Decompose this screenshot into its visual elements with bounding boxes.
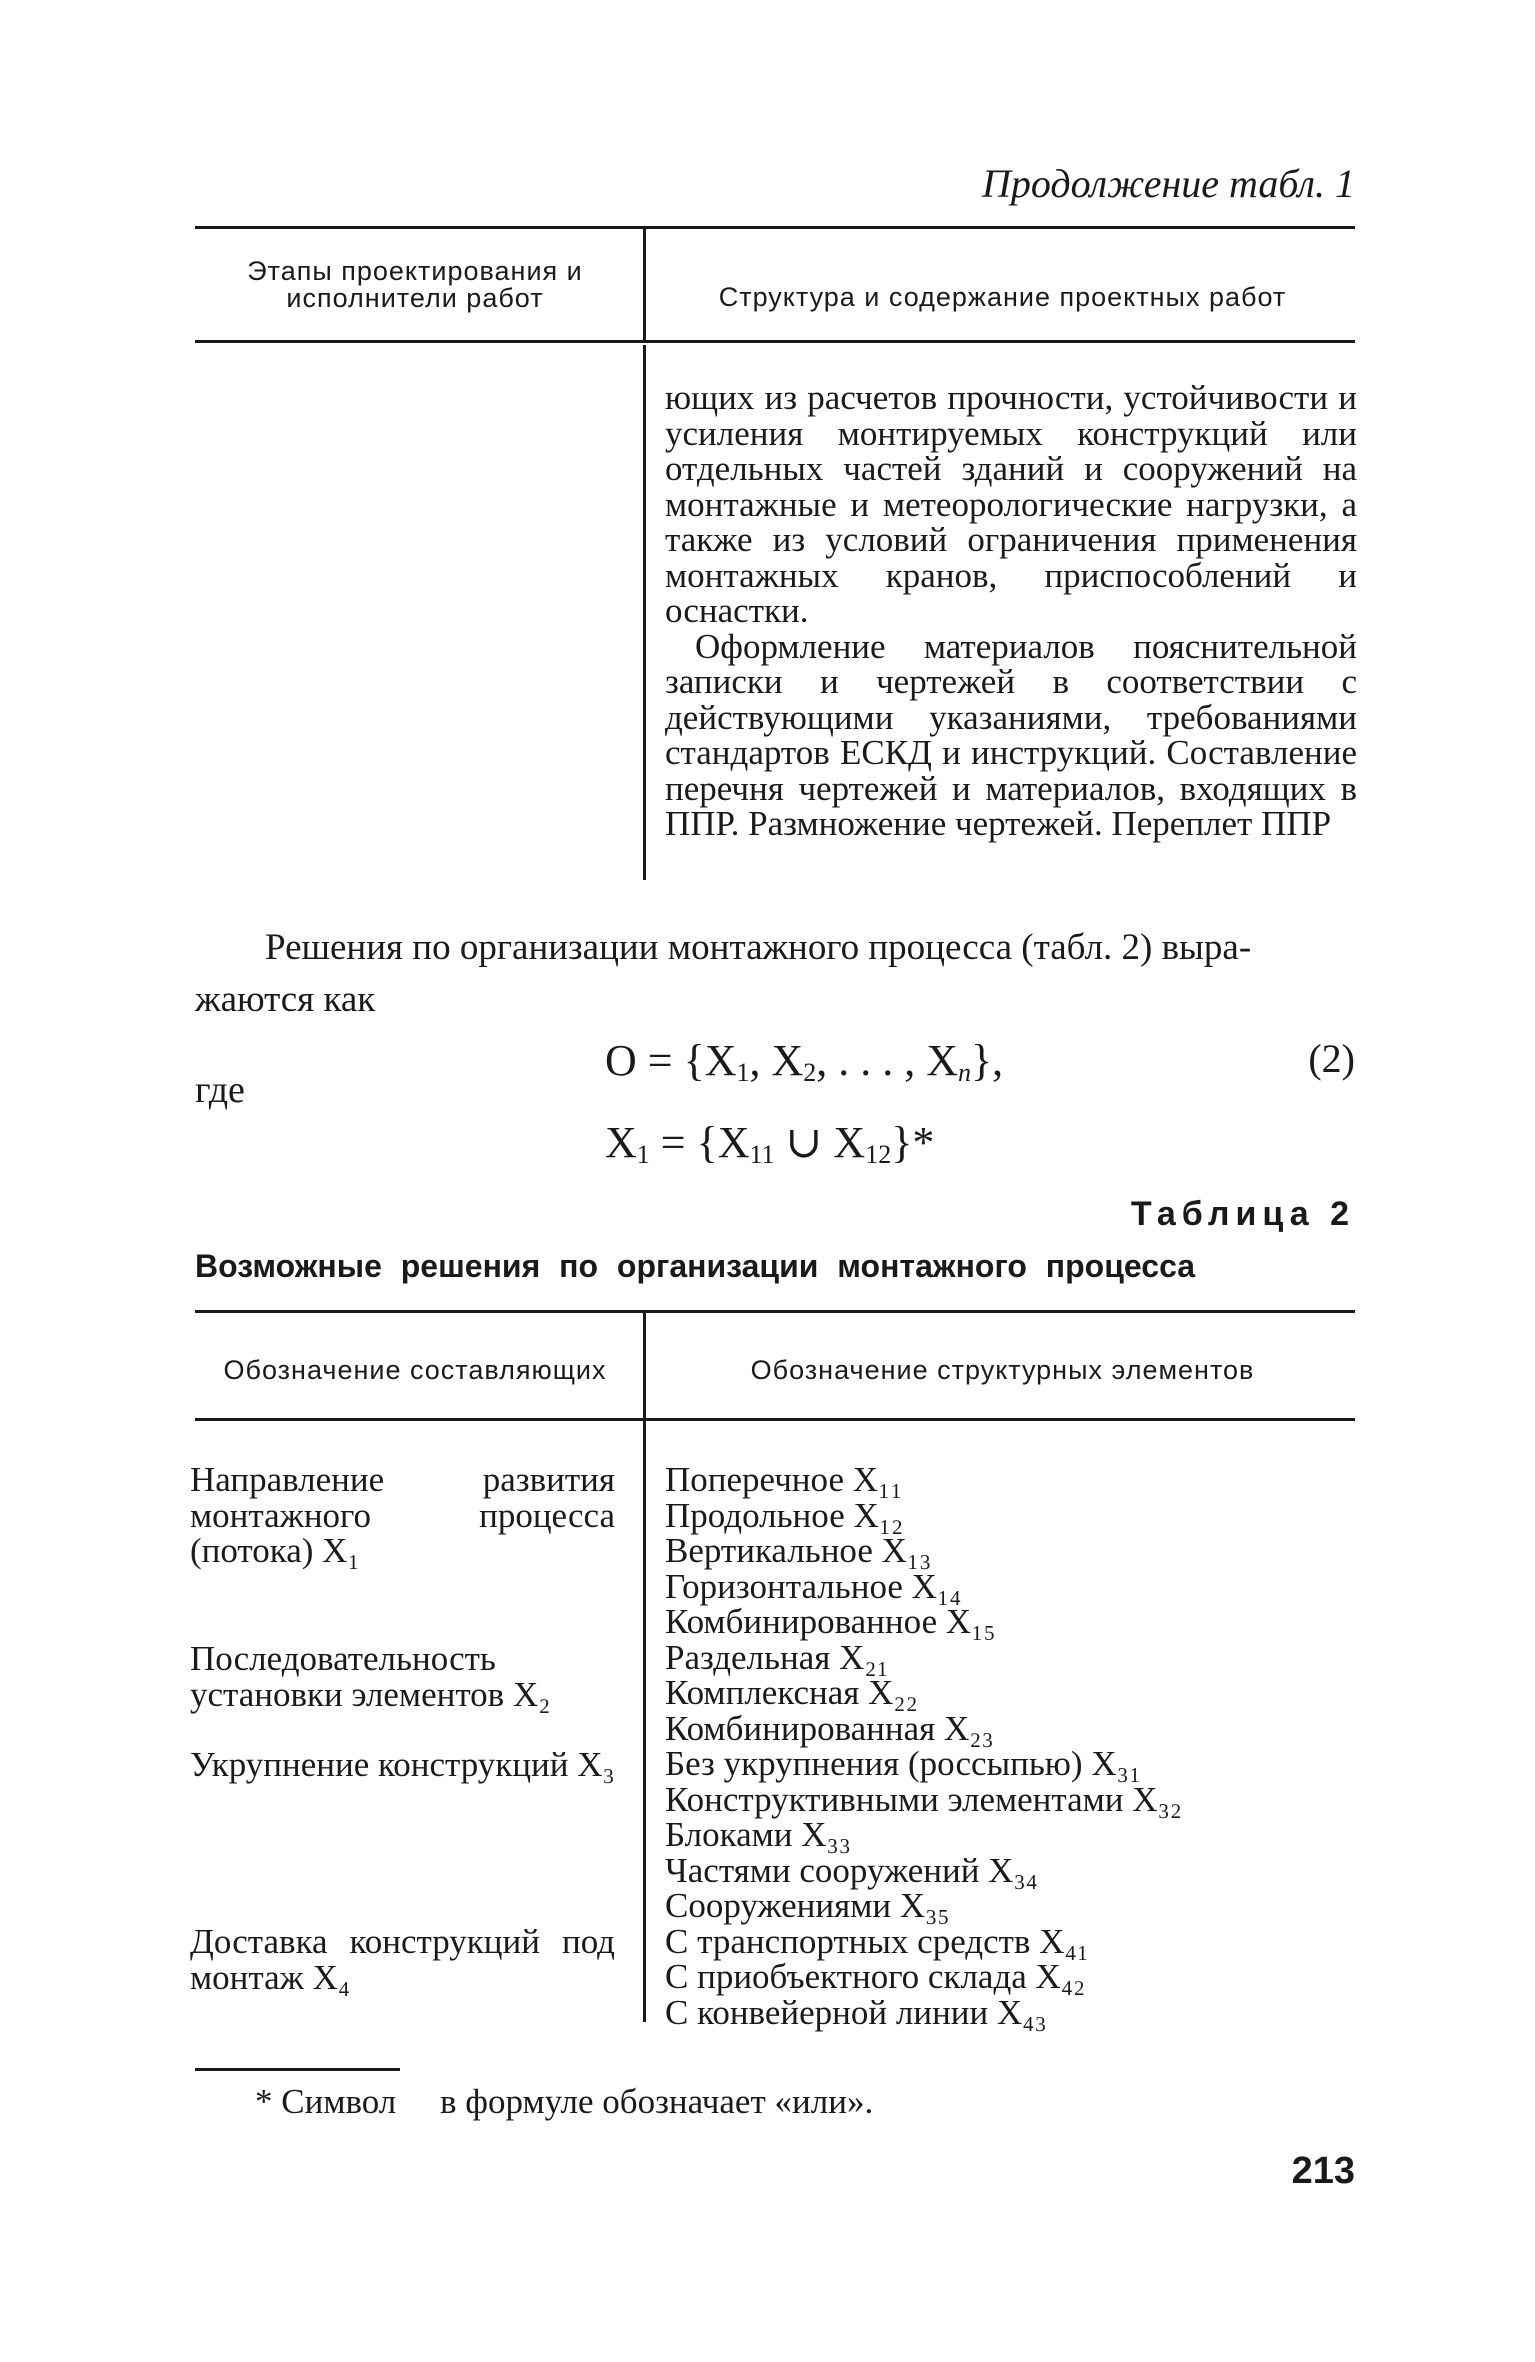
table1-header-stages: Этапы проектирования и исполнители работ bbox=[247, 256, 583, 313]
page-number: 213 bbox=[1291, 2150, 1355, 2192]
table1-body bbox=[665, 380, 1357, 842]
list-item: Конструктивными элементами X₃₂ bbox=[665, 1779, 1182, 1819]
body-paragraph-line-1: Решения по организации монтажного процесса (табл. 2) выра- bbox=[265, 927, 1252, 968]
list-item: Комбинированная X₂₃ bbox=[665, 1708, 994, 1748]
table2-group-enlargement: Укрупнение конструкций X₃ bbox=[190, 1745, 615, 1784]
table2-body-divider bbox=[643, 1420, 646, 2022]
table2-header-rule bbox=[195, 1418, 1355, 1421]
table2-title: Возможные решения по организации монтажного процесса bbox=[195, 1248, 1196, 1284]
formula-o: $O = \{X_1$, $X_2$, . . . , $X_n$}, bbox=[605, 1036, 1004, 1087]
continuation-label: Продолжение табл. 1 bbox=[981, 161, 1355, 206]
table2-group-sequence: Последовательность установки элементов X₂ bbox=[190, 1639, 551, 1714]
list-item: Продольное X₁₂ bbox=[665, 1495, 904, 1535]
table1-header-rule bbox=[195, 340, 1355, 343]
table2-top-rule bbox=[195, 1310, 1355, 1313]
table2-group-direction: Направление развития монтажного процесса (потока) X₁ bbox=[190, 1460, 615, 1570]
list-item: Комплексная X₂₂ bbox=[665, 1673, 918, 1712]
table1-top-rule bbox=[195, 226, 1355, 229]
table1-header-structure: Структура и содержание проектных работ bbox=[718, 282, 1287, 312]
where-label: где bbox=[195, 1069, 245, 1111]
list-item: С приобъектного склада X₄₂ bbox=[665, 1957, 1086, 1996]
list-item: Горизонтальное X₁₄ bbox=[665, 1566, 962, 1606]
table2-header-elements: Обозначение структурных элементов bbox=[750, 1355, 1255, 1385]
list-item: Без укрупнения (россыпью) X₃₁ bbox=[665, 1744, 1142, 1783]
list-item: С конвейерной линии X₄₃ bbox=[665, 1992, 1047, 2032]
table1-body-paragraph-1: ющих из расчетов прочности, устойчивости и усиления монтируемых конструкций или отдельных частей зданий и сооружений на монтажные и метеорологические нагрузки, а также из условий ограничения применения монтажных кранов, приспособлений и оснастки. bbox=[665, 378, 1357, 630]
list-item: Раздельная X₂₁ bbox=[665, 1637, 889, 1677]
list-item: Частями сооружений X₃₄ bbox=[665, 1850, 1038, 1890]
list-item: Комбинированное X₁₅ bbox=[665, 1602, 996, 1641]
table2-group-delivery: Доставка конструкций под монтаж X₄ bbox=[190, 1922, 615, 1997]
table2-header-components: Обозначение составляющих bbox=[223, 1355, 607, 1385]
table2-label: Таблица 2 bbox=[1130, 1195, 1355, 1233]
list-item: Сооружениями X₃₅ bbox=[665, 1886, 950, 1925]
list-item: Блоками X₃₃ bbox=[665, 1815, 851, 1854]
body-paragraph-line-2: жаются как bbox=[195, 979, 376, 1020]
formula-number: (2) bbox=[1308, 1036, 1355, 1081]
list-item: Поперечное X₁₁ bbox=[665, 1460, 903, 1499]
table1-header-divider bbox=[643, 228, 646, 340]
footnote-rule bbox=[195, 2068, 400, 2071]
table1-body-paragraph-2: Оформление материалов пояснительной записки и чертежей в соответствии с действующими указаниями, требованиями стандартов ЕСКД и инструкций. Составление перечня чертежей и материалов, входящих в ППР. Размножение чертежей. Переплет ППР bbox=[665, 626, 1357, 843]
footnote: * Символ в формуле обозначает «или». bbox=[255, 2082, 874, 2121]
table2-elements-list bbox=[665, 1462, 1355, 2030]
table1-body-divider bbox=[643, 345, 646, 880]
formula-x1: $X_1 = \{X_{11}$ ∪ $X_{12}\}*$ bbox=[605, 1118, 935, 1169]
body-paragraph bbox=[195, 922, 1355, 1026]
list-item: С транспортных средств X₄₁ bbox=[665, 1921, 1089, 1961]
table2-header-divider bbox=[643, 1312, 646, 1418]
list-item: Вертикальное X₁₃ bbox=[665, 1531, 932, 1570]
